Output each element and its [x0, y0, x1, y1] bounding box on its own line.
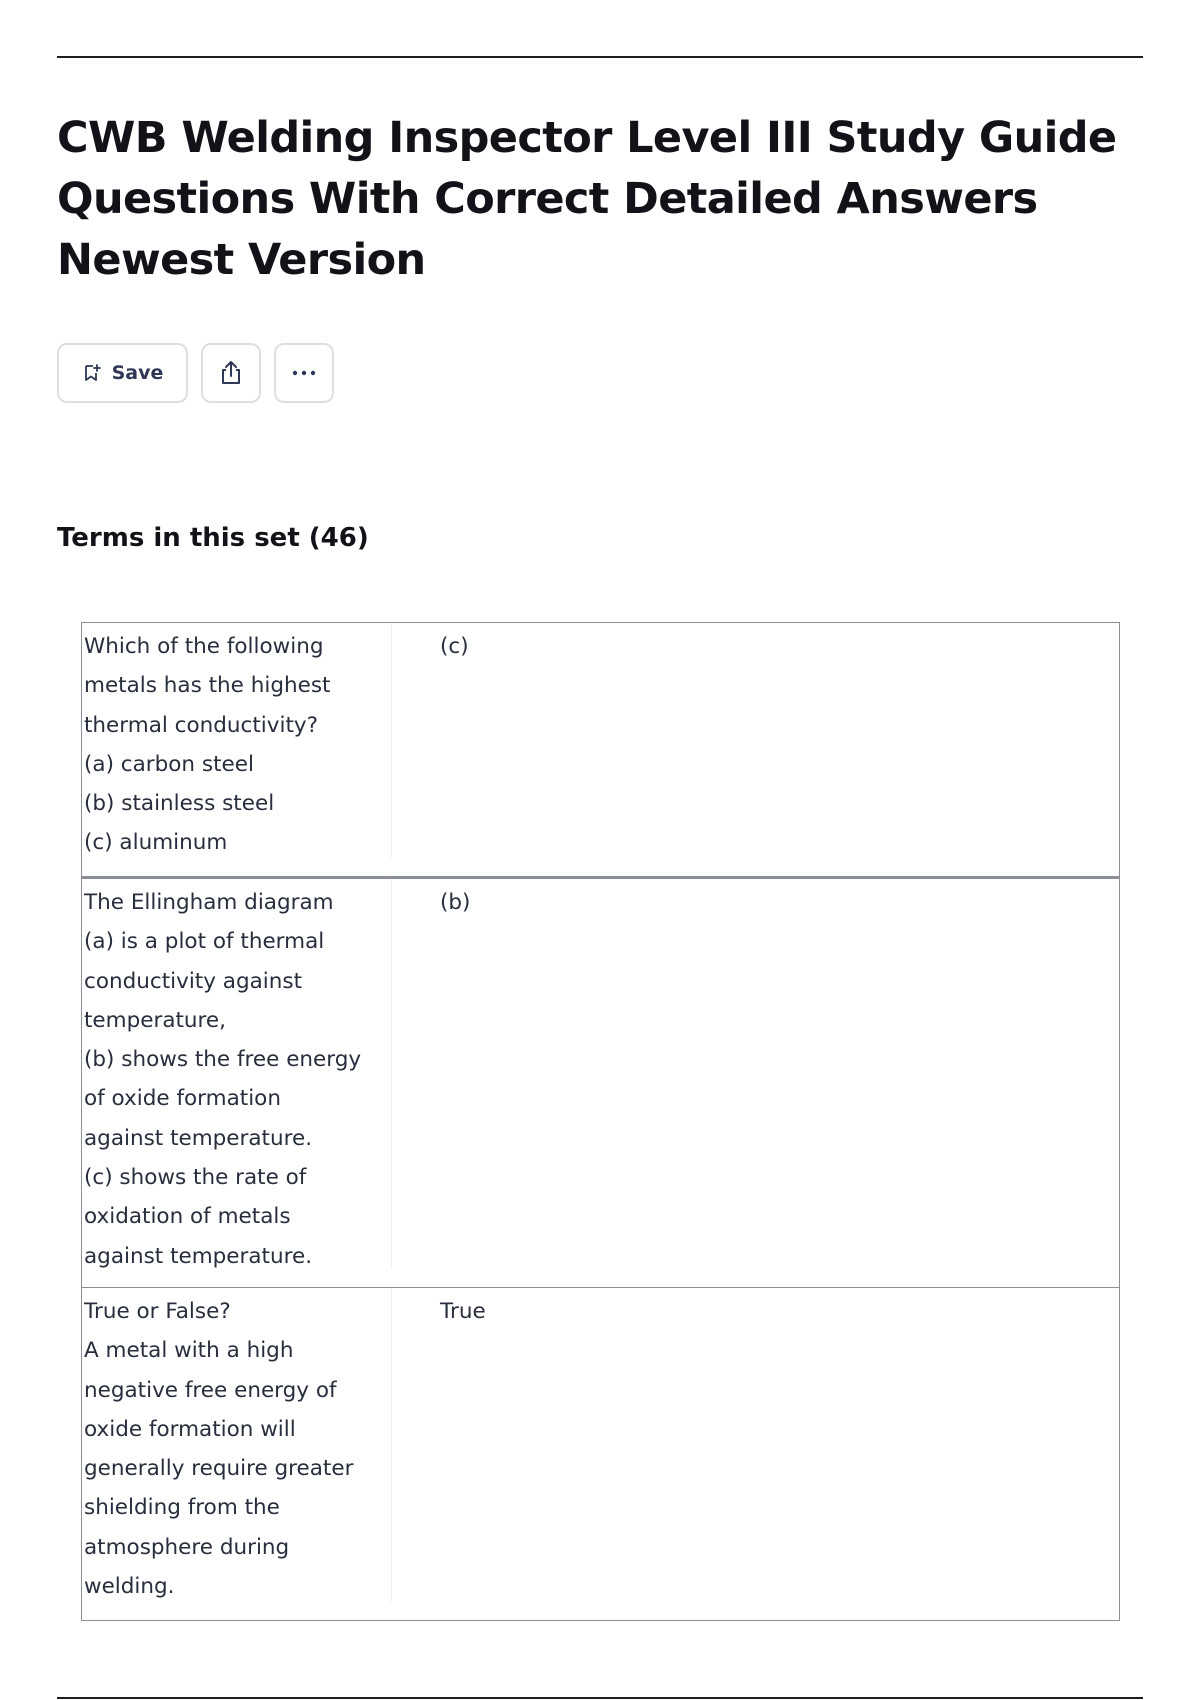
term-row	[82, 876, 1119, 1287]
bookmark-plus-icon	[82, 363, 102, 383]
more-horizontal-icon	[290, 369, 318, 377]
term-text: The Ellingham diagram (a) is a plot of thermal conductivity against temperature, (b) shows the free energy of oxide formation against temperature. (c) shows the rate of oxidation of metals against temperature.	[82, 879, 392, 1269]
share-icon	[217, 359, 245, 387]
action-bar	[57, 343, 334, 403]
term-row	[82, 623, 1119, 876]
term-text: True or False? A metal with a high negative free energy of oxide formation will generally require greater shielding from the atmosphere during welding.	[82, 1288, 392, 1602]
definition-text: True	[440, 1299, 486, 1324]
page-title: CWB Welding Inspector Level III Study Guide Questions With Correct Detailed Answers Newest Version	[57, 113, 1117, 285]
save-button-label: Save	[111, 362, 164, 384]
term-text: Which of the following metals has the highest thermal conductivity? (a) carbon steel (b) stainless steel (c) aluminum	[82, 623, 392, 858]
bottom-divider	[57, 1697, 1143, 1699]
terms-table	[81, 622, 1120, 1621]
term-row	[82, 1287, 1119, 1620]
definition-text: (c)	[440, 634, 469, 659]
save-button[interactable]	[57, 343, 188, 403]
top-divider	[57, 56, 1143, 58]
more-options-button[interactable]	[274, 343, 334, 403]
terms-heading: Terms in this set (46)	[57, 523, 369, 553]
definition-text: (b)	[440, 890, 471, 915]
share-button[interactable]	[201, 343, 261, 403]
